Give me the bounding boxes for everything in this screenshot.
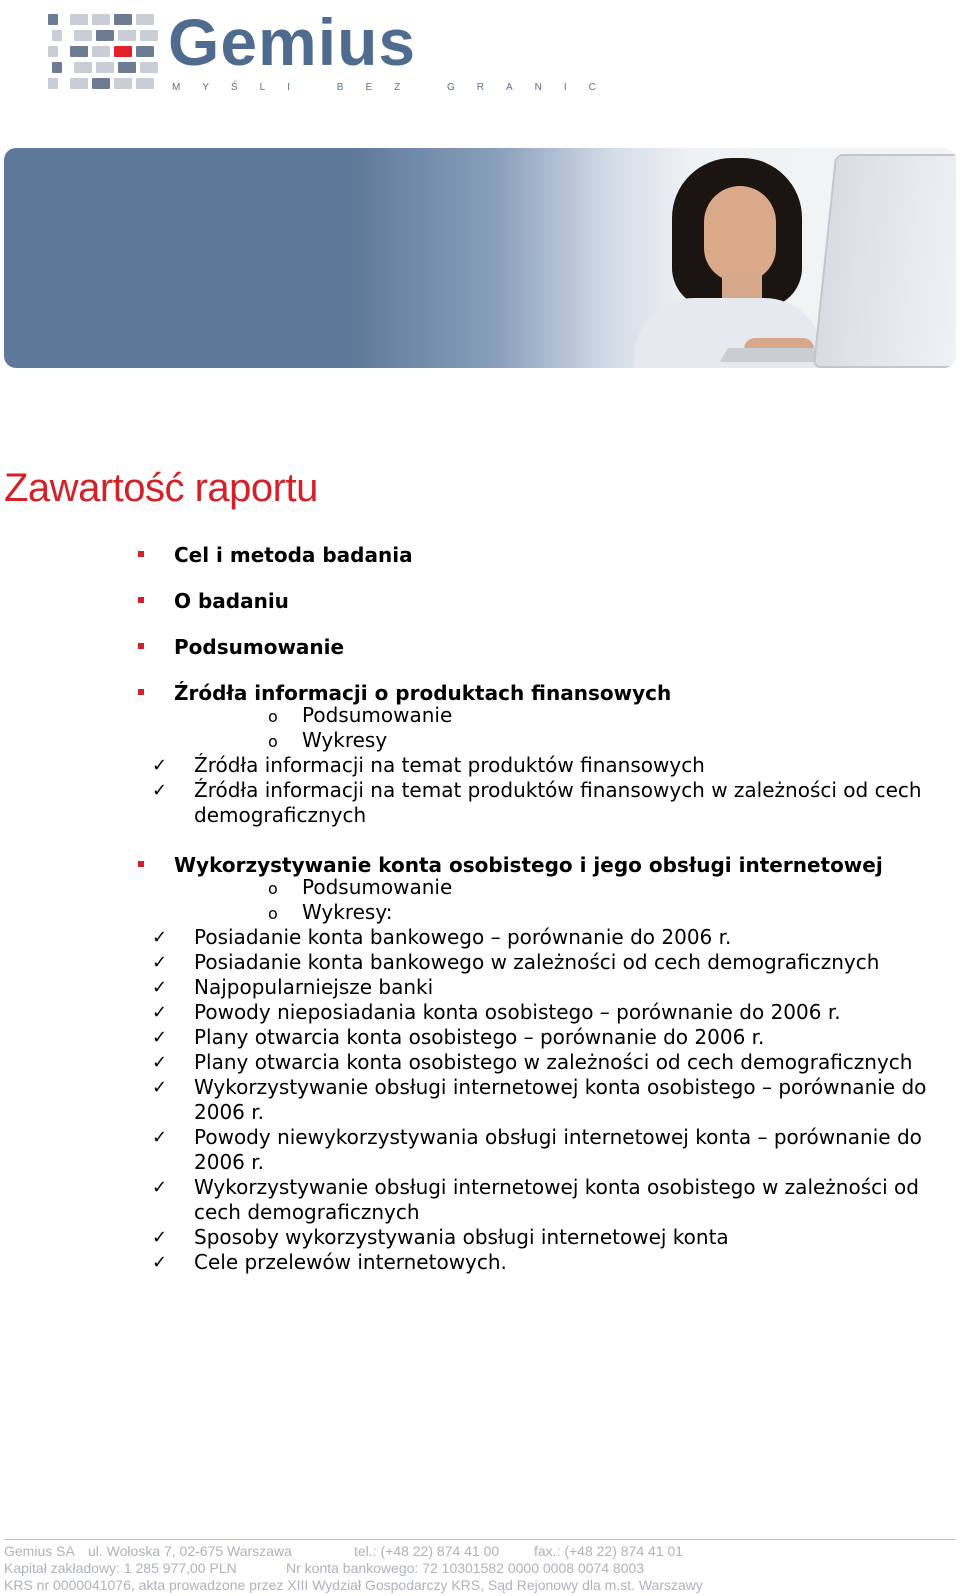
logo-grid-cell bbox=[48, 46, 58, 57]
logo-grid-cell bbox=[114, 14, 132, 25]
toc-chart-item-label: Plany otwarcia konta osobistego w zależności od cech demograficznych bbox=[194, 1050, 913, 1074]
logo-grid-cell bbox=[52, 62, 62, 73]
toc-chart-item bbox=[0, 1025, 960, 1050]
toc-subitem bbox=[0, 728, 960, 753]
checkmark-icon: ✓ bbox=[152, 1052, 168, 1073]
logo-grid-cell bbox=[114, 78, 132, 89]
toc-section-title: Wykorzystywanie konta osobistego i jego obsługi internetowej bbox=[174, 853, 883, 877]
toc-chart-item-label: Posiadanie konta bankowego w zależności od cech demograficznych bbox=[194, 950, 880, 974]
logo-tagline: MYŚLI BEZ GRANIC bbox=[172, 82, 618, 93]
toc-subitem-label: Podsumowanie bbox=[302, 703, 453, 727]
square-bullet-icon bbox=[138, 689, 144, 695]
toc-chart-item bbox=[0, 1125, 960, 1175]
photo-laptop-lid bbox=[813, 154, 956, 368]
toc-chart-item bbox=[0, 950, 960, 975]
square-bullet-icon bbox=[138, 597, 144, 603]
toc-subitem bbox=[0, 900, 960, 925]
footer-account: Nr konta bankowego: 72 10301582 0000 0008 0074 8003 bbox=[286, 1560, 645, 1576]
logo-grid-cell bbox=[70, 14, 88, 25]
footer-krs: KRS nr 0000041076, akta prowadzone przez XIII Wydział Gospodarczy KRS, Sąd Rejonowy dla m.st. Warszawy bbox=[4, 1577, 703, 1593]
square-bullet-icon bbox=[138, 551, 144, 557]
logo-grid-cell bbox=[70, 46, 88, 57]
toc-chart-item-label: Powody nieposiadania konta osobistego – porównanie do 2006 r. bbox=[194, 1000, 841, 1024]
logo-grid-cell bbox=[52, 30, 62, 41]
logo-grid-cell bbox=[92, 14, 110, 25]
logo-grid-cell bbox=[96, 62, 114, 73]
square-bullet-icon bbox=[138, 861, 144, 867]
square-bullet-icon bbox=[138, 643, 144, 649]
toc-chart-item-label: Plany otwarcia konta osobistego – porównanie do 2006 r. bbox=[194, 1025, 765, 1049]
photo-woman-face bbox=[704, 186, 776, 282]
logo-wordmark: Gemius bbox=[168, 5, 417, 79]
checkmark-icon: ✓ bbox=[152, 755, 168, 776]
toc-section-title: O badaniu bbox=[174, 589, 289, 613]
checkmark-icon: ✓ bbox=[152, 1227, 168, 1248]
checkmark-icon: ✓ bbox=[152, 1127, 168, 1148]
logo-grid-cell bbox=[92, 46, 110, 57]
toc-section-title: Podsumowanie bbox=[174, 635, 345, 659]
logo-grid-cell bbox=[136, 14, 154, 25]
logo-grid-cell bbox=[136, 46, 154, 57]
footer-fax: fax.: (+48 22) 874 41 01 bbox=[534, 1543, 684, 1559]
checkmark-icon: ✓ bbox=[152, 1177, 168, 1198]
toc-section-title: Cel i metoda badania bbox=[174, 543, 413, 567]
toc-chart-item bbox=[0, 1225, 960, 1250]
logo-grid-cell bbox=[48, 14, 58, 25]
toc-chart-item-label: Cele przelewów internetowych. bbox=[194, 1250, 507, 1274]
toc-chart-item bbox=[0, 975, 960, 1000]
toc-subitem bbox=[0, 703, 960, 728]
toc-chart-item bbox=[0, 778, 960, 828]
logo-grid-cell bbox=[118, 62, 136, 73]
logo-grid-cell bbox=[140, 30, 158, 41]
toc-chart-item bbox=[0, 753, 960, 778]
checkmark-icon: ✓ bbox=[152, 1002, 168, 1023]
checkmark-icon: ✓ bbox=[152, 1077, 168, 1098]
toc-chart-item-label: Posiadanie konta bankowego – porównanie do 2006 r. bbox=[194, 925, 732, 949]
toc-subitem-label: Wykresy bbox=[302, 728, 388, 752]
toc-subitem-label: Wykresy: bbox=[302, 900, 393, 924]
toc-chart-item-label: Sposoby wykorzystywania obsługi internetowej konta bbox=[194, 1225, 729, 1249]
logo-grid-cell bbox=[92, 78, 110, 89]
toc-chart-item-label: Wykorzystywanie obsługi internetowej konta osobistego w zależności od cech demograficznych bbox=[194, 1175, 919, 1224]
logo-grid-cell bbox=[74, 62, 92, 73]
toc-chart-item bbox=[0, 1050, 960, 1075]
checkmark-icon: ✓ bbox=[152, 927, 168, 948]
logo-grid-cell bbox=[48, 78, 58, 89]
circle-bullet-icon: o bbox=[268, 732, 278, 751]
gemius-logo bbox=[48, 5, 618, 102]
footer-line-3 bbox=[4, 1577, 703, 1594]
checkmark-icon: ✓ bbox=[152, 1027, 168, 1048]
toc-chart-item bbox=[0, 1075, 960, 1125]
toc-chart-item-label: Źródła informacji na temat produktów finansowych w zależności od cech demograficznych bbox=[194, 778, 922, 827]
footer-capital: Kapitał zakładowy: 1 285 977,00 PLN bbox=[4, 1560, 237, 1576]
toc-chart-item-label: Wykorzystywanie obsługi internetowej konta osobistego – porównanie do 2006 r. bbox=[194, 1075, 927, 1124]
circle-bullet-icon: o bbox=[268, 904, 278, 923]
checkmark-icon: ✓ bbox=[152, 977, 168, 998]
toc-subitem bbox=[0, 875, 960, 900]
toc-chart-item-label: Źródła informacji na temat produktów finansowych bbox=[194, 753, 705, 777]
footer-line-2 bbox=[4, 1560, 644, 1577]
circle-bullet-icon: o bbox=[268, 879, 278, 898]
toc-chart-item bbox=[0, 1250, 960, 1275]
banner-photo bbox=[4, 148, 956, 368]
logo-grid-icon bbox=[48, 14, 160, 94]
toc-chart-item bbox=[0, 925, 960, 950]
logo-grid-cell bbox=[96, 30, 114, 41]
logo-grid-cell bbox=[114, 46, 132, 57]
footer-company: Gemius SA bbox=[4, 1543, 75, 1559]
toc-section-title: Źródła informacji o produktach finansowych bbox=[174, 681, 672, 705]
footer-line-1 bbox=[4, 1543, 683, 1560]
logo-grid-cell bbox=[74, 30, 92, 41]
logo-grid-cell bbox=[118, 30, 136, 41]
checkmark-icon: ✓ bbox=[152, 952, 168, 973]
toc-subitem-label: Podsumowanie bbox=[302, 875, 453, 899]
toc-chart-item bbox=[0, 1175, 960, 1225]
toc-chart-item bbox=[0, 1000, 960, 1025]
page-title: Zawartość raportu bbox=[4, 466, 318, 510]
footer-tel: tel.: (+48 22) 874 41 00 bbox=[354, 1543, 500, 1559]
toc-chart-item-label: Najpopularniejsze banki bbox=[194, 975, 434, 999]
checkmark-icon: ✓ bbox=[152, 780, 168, 801]
logo-grid-cell bbox=[136, 78, 154, 89]
toc-chart-item-label: Powody niewykorzystywania obsługi internetowej konta – porównanie do 2006 r. bbox=[194, 1125, 922, 1174]
checkmark-icon: ✓ bbox=[152, 1252, 168, 1273]
circle-bullet-icon: o bbox=[268, 707, 278, 726]
logo-grid-cell bbox=[140, 62, 158, 73]
footer-address: ul. Wołoska 7, 02-675 Warszawa bbox=[88, 1543, 292, 1559]
logo-grid-cell bbox=[70, 78, 88, 89]
footer-divider bbox=[4, 1539, 956, 1540]
